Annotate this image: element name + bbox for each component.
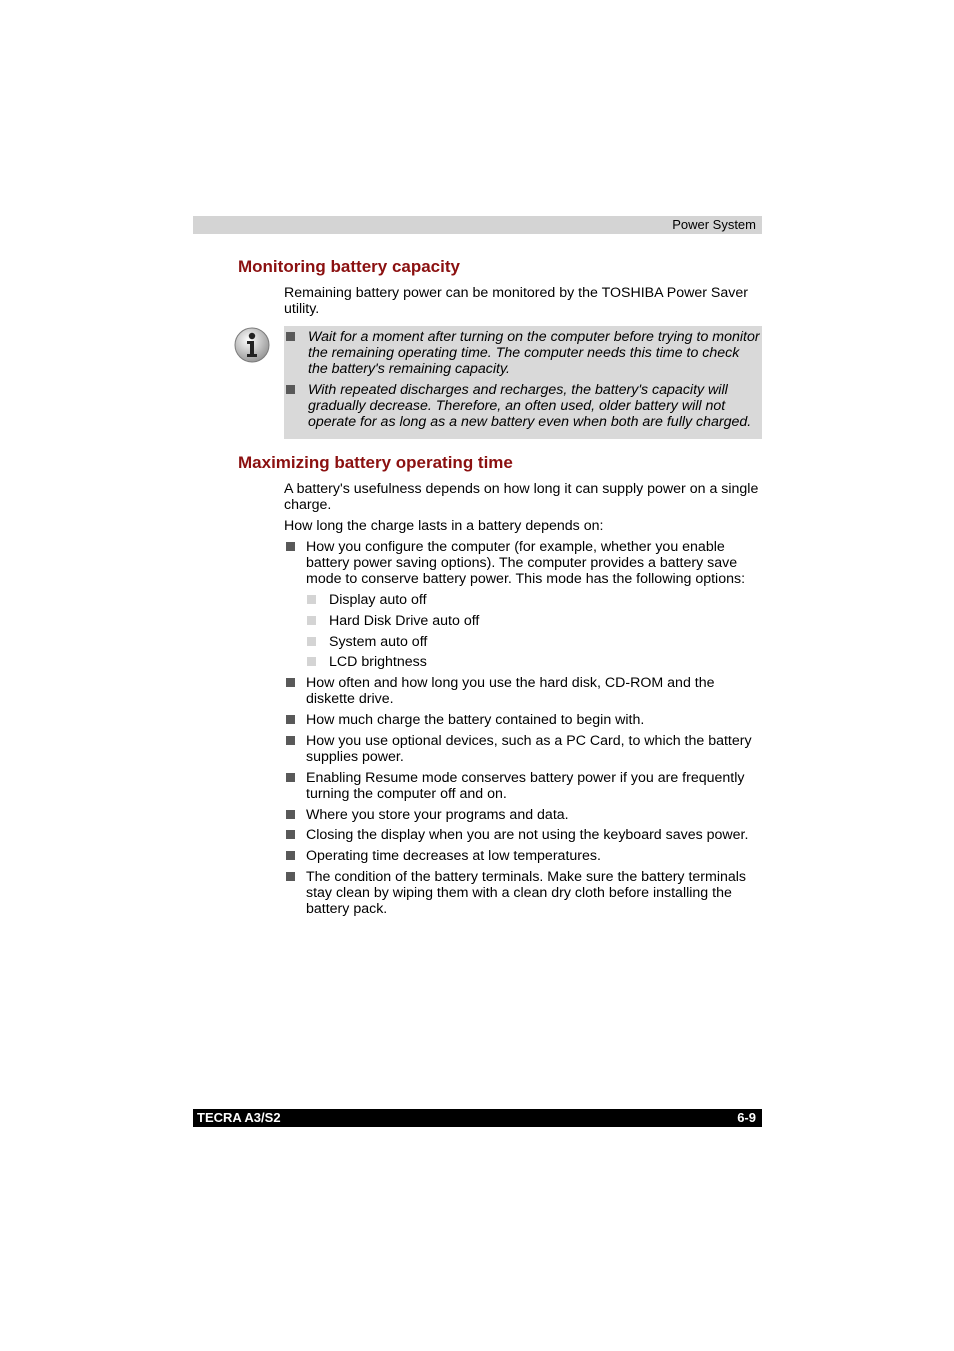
square-bullet-icon xyxy=(286,872,295,881)
square-bullet-icon xyxy=(286,542,295,551)
square-bullet-icon xyxy=(286,830,295,839)
sub-list-item-text: LCD brightness xyxy=(329,654,427,670)
square-bullet-icon xyxy=(286,332,295,341)
square-bullet-icon xyxy=(307,616,316,625)
note-box xyxy=(284,326,762,439)
sub-list-item-text: Hard Disk Drive auto off xyxy=(329,613,480,629)
square-bullet-icon xyxy=(286,851,295,860)
square-bullet-icon xyxy=(286,678,295,687)
sub-list-item-text: Display auto off xyxy=(329,592,427,608)
monitoring-intro: Remaining battery power can be monitored by the TOSHIBA Power Saver utility. xyxy=(284,285,748,317)
list-item-text: The condition of the battery terminals. Make sure the battery terminals stay clean by wiping them with a clean dry cloth before installing the battery pack. xyxy=(306,869,747,917)
list-item-text: How you configure the computer (for example, whether you enable battery power saving options). The computer provides a battery save mode to conserve battery power. This mode has the following options: xyxy=(306,539,746,587)
header-section-label: Power System xyxy=(672,217,756,232)
square-bullet-icon xyxy=(286,810,295,819)
square-bullet-icon xyxy=(307,657,316,666)
info-icon xyxy=(234,327,270,363)
note-text: Wait for a moment after turning on the computer before trying to monitor the remaining operating time. The computer needs this time to check the battery's remaining capacity. xyxy=(308,329,760,377)
list-item-text: Enabling Resume mode conserves battery power if you are frequently turning the computer off and on. xyxy=(306,770,745,802)
list-item-text: How you use optional devices, such as a PC Card, to which the battery supplies power. xyxy=(306,733,752,765)
list-item-text: Where you store your programs and data. xyxy=(306,807,569,823)
maximizing-intro-2: How long the charge lasts in a battery depends on: xyxy=(284,518,604,534)
maximizing-intro: A battery's usefulness depends on how long it can supply power on a single charge. xyxy=(284,481,759,513)
list-item-text: Closing the display when you are not using the keyboard saves power. xyxy=(306,827,749,843)
list-item-text: Operating time decreases at low temperatures. xyxy=(306,848,601,864)
running-footer xyxy=(193,1109,762,1127)
footer-page-number: 6-9 xyxy=(737,1110,756,1125)
square-bullet-icon xyxy=(286,715,295,724)
running-header xyxy=(193,216,762,234)
square-bullet-icon xyxy=(286,736,295,745)
sub-list-item-text: System auto off xyxy=(329,634,428,650)
list-item-text: How often and how long you use the hard disk, CD-ROM and the diskette drive. xyxy=(306,675,715,707)
square-bullet-icon xyxy=(286,773,295,782)
section-title-monitoring: Monitoring battery capacity xyxy=(238,257,460,276)
note-text: With repeated discharges and recharges, the battery's capacity will gradually decrease. Therefore, an often used, older battery will not operate for as long as a new battery even when both are fully charged. xyxy=(308,382,752,430)
list-item-text: How much charge the battery contained to begin with. xyxy=(306,712,645,728)
square-bullet-icon xyxy=(307,637,316,646)
square-bullet-icon xyxy=(286,385,295,394)
section-title-maximizing: Maximizing battery operating time xyxy=(238,453,513,472)
footer-model: TECRA A3/S2 xyxy=(197,1110,281,1125)
square-bullet-icon xyxy=(307,595,316,604)
